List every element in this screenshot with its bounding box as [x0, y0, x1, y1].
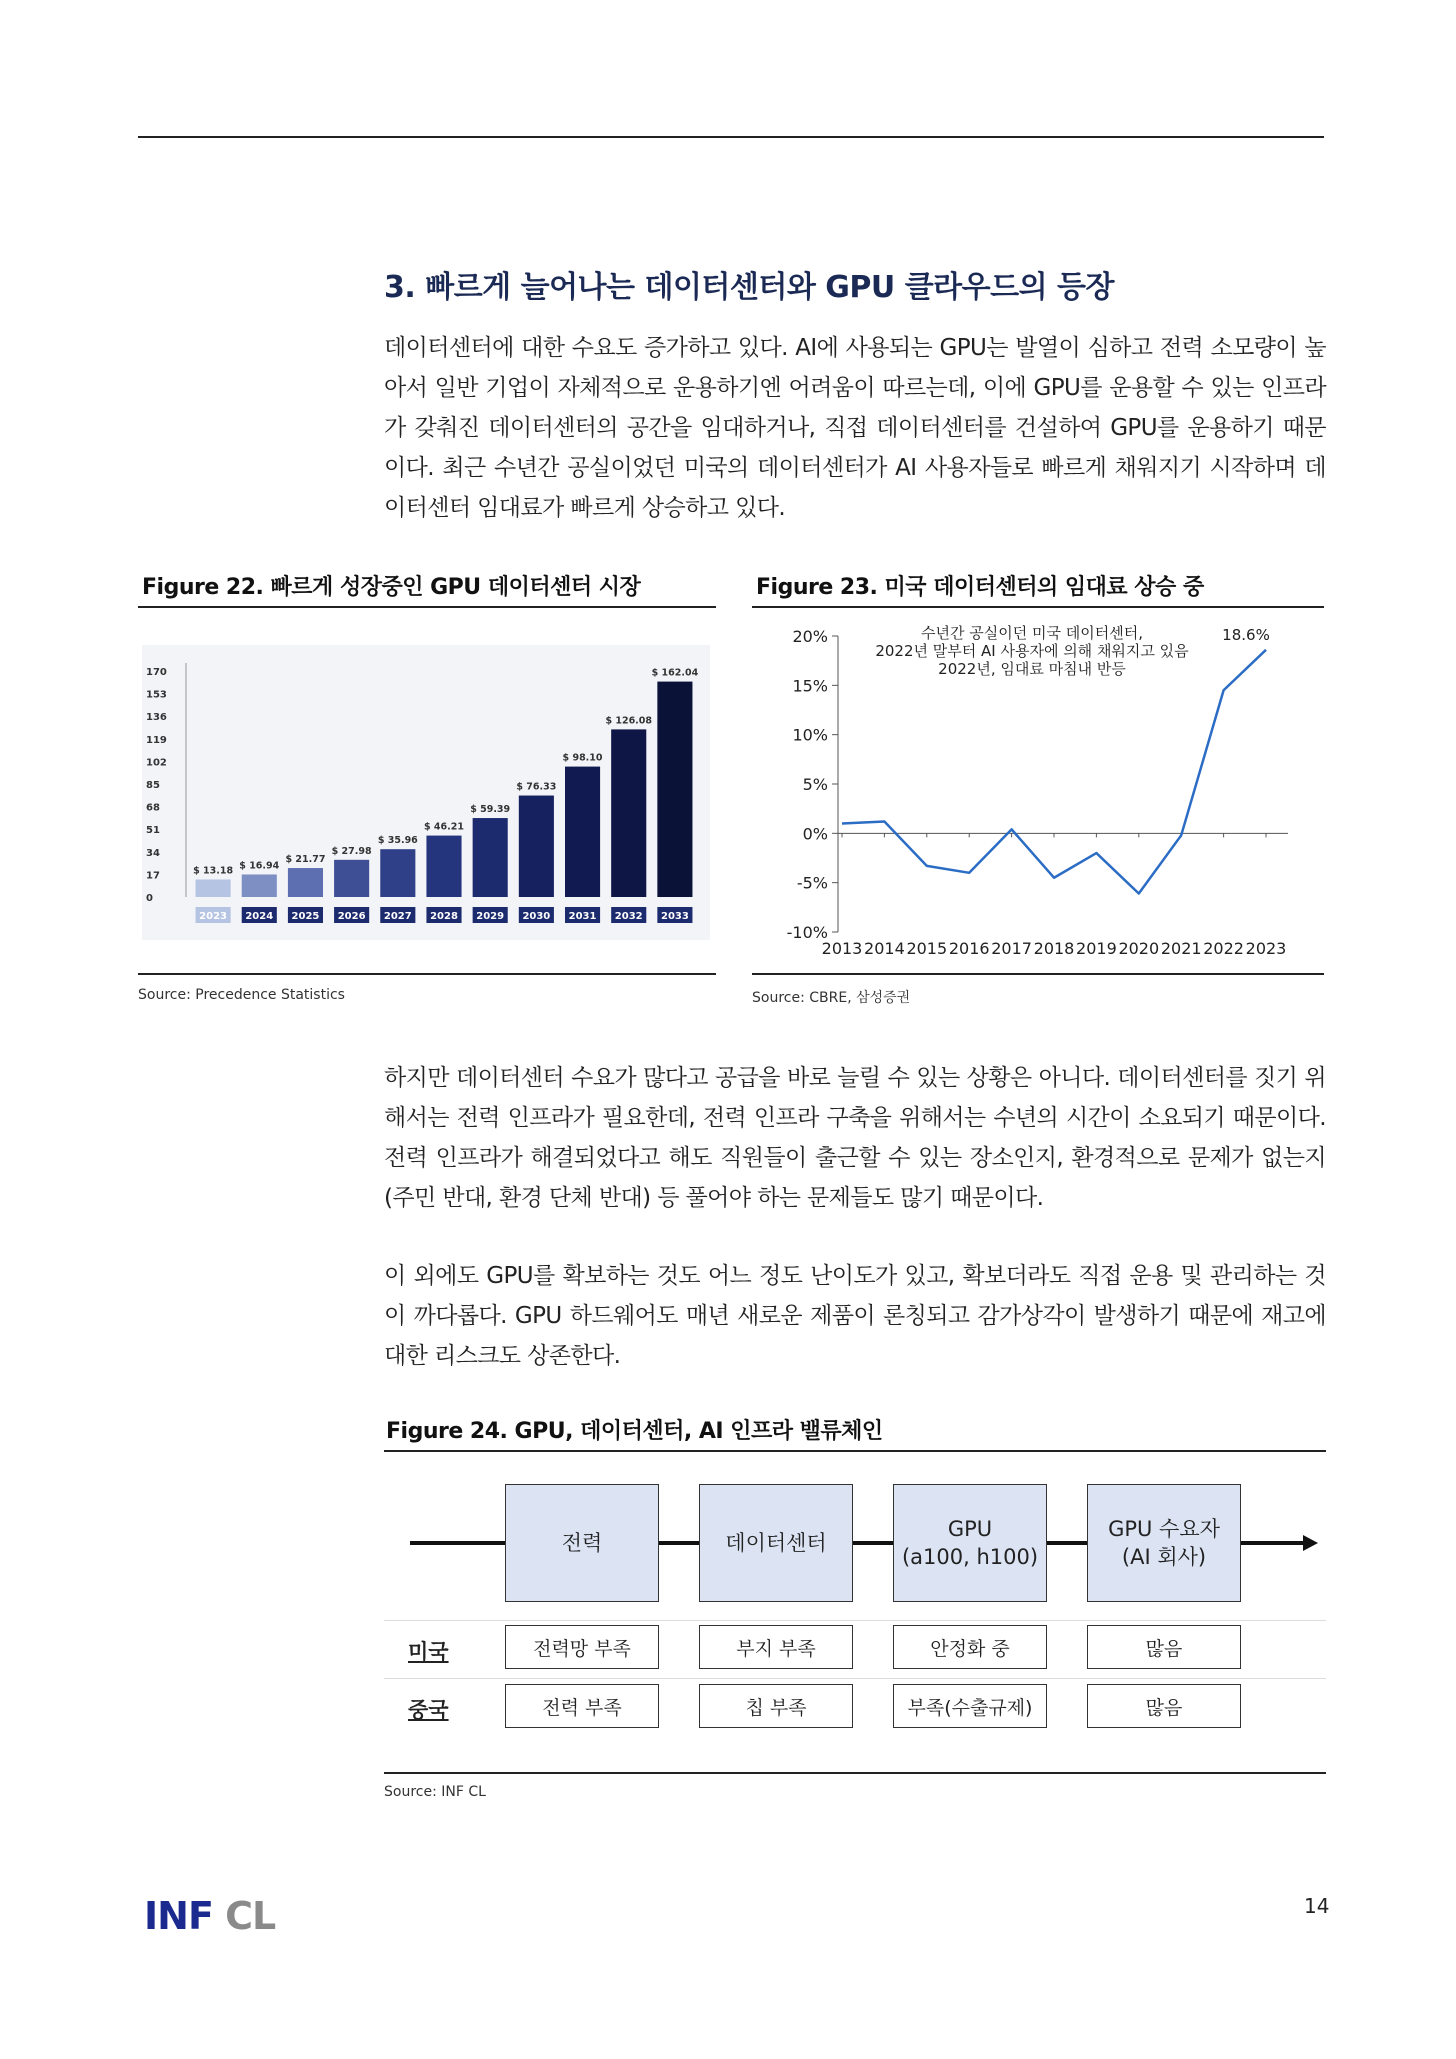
line-xtick-label: 2023 [1245, 939, 1287, 958]
section-title: 3. 빠르게 늘어나는 데이터센터와 GPU 클라우드의 등장 [384, 270, 1115, 305]
line-annotation: 수년간 공실이던 미국 데이터센터, [921, 624, 1143, 642]
line-xtick-label: 2018 [1033, 939, 1075, 958]
bar-ytick-label: 17 [146, 870, 160, 882]
vc-head-datacenter: 데이터센터 [699, 1484, 853, 1602]
bar-ytick-label: 68 [146, 802, 160, 814]
page-number: 14 [1304, 1894, 1330, 1918]
bar-ytick-label: 34 [146, 847, 160, 859]
bar-category-label: 2030 [522, 911, 551, 922]
line-annotation: 2022년 말부터 AI 사용자에 의해 채워지고 있음 [875, 642, 1189, 660]
vc-row-label-us: 미국 [408, 1640, 449, 1664]
line-chart-plot [787, 624, 1288, 958]
bar-value-label: $ 27.98 [331, 845, 372, 857]
bar-category-label: 2026 [337, 911, 366, 922]
paragraph-3: 이 외에도 GPU를 확보하는 것도 어느 정도 난이도가 있고, 확보더라도 직접 운용 및 관리하는 것이 까다롭다. GPU 하드웨어도 매년 새로운 제품이 론칭되고 감가상각이 발생하기 때문에 재고에 대한 리스크도 상존한다. [384, 1263, 1326, 1369]
bar-value-label: $ 162.04 [651, 667, 699, 679]
vc-head-gpu-demand: GPU 수요자 (AI 회사) [1087, 1484, 1241, 1602]
top-rule [138, 136, 1324, 138]
bar [426, 836, 461, 897]
bar-value-label: $ 16.94 [239, 860, 280, 872]
vc-cell-us-power: 전력망 부족 [505, 1625, 659, 1669]
vc-row-divider-1 [384, 1620, 1326, 1621]
bar-category-label: 2027 [383, 911, 412, 922]
vc-cell-us-gpu: 안정화 중 [893, 1625, 1047, 1669]
bar [288, 868, 323, 897]
line-xtick-label: 2013 [821, 939, 863, 958]
figure-23-line-chart [752, 614, 1324, 966]
vc-cell-cn-gpu: 부족(수출규제) [893, 1684, 1047, 1728]
bar [380, 849, 415, 897]
line-last-value-label: 18.6% [1222, 625, 1270, 644]
line-xtick-label: 2022 [1203, 939, 1244, 958]
vc-head-power: 전력 [505, 1484, 659, 1602]
logo-inf: INF [144, 1894, 213, 1938]
bar-value-label: $ 21.77 [285, 854, 326, 866]
line-xtick-label: 2014 [864, 939, 905, 958]
bar-category-label: 2028 [430, 911, 458, 922]
line-xtick-label: 2019 [1076, 939, 1117, 958]
figure-23-bottom-rule [752, 973, 1324, 975]
bar-ytick-label: 85 [146, 780, 160, 791]
vc-cell-cn-power: 전력 부족 [505, 1684, 659, 1728]
bar [473, 818, 508, 897]
bar-category-label: 2029 [476, 911, 505, 922]
vc-head-gpu: GPU (a100, h100) [893, 1484, 1047, 1602]
bar-category-label: 2031 [568, 911, 597, 922]
bar [657, 682, 692, 897]
line-ytick-label: 10% [792, 725, 828, 745]
bar-ytick-label: 136 [146, 712, 167, 724]
figure-23-rule [752, 606, 1324, 608]
vc-row-label-cn: 중국 [408, 1698, 449, 1722]
line-ytick-label: 15% [792, 676, 828, 696]
bar-category-label: 2032 [614, 911, 643, 922]
figure-24-rule [384, 1450, 1326, 1452]
line-ytick-label: -10% [786, 923, 828, 942]
figure-24-bottom-rule [384, 1772, 1326, 1774]
bar-value-label: $ 13.18 [193, 865, 234, 877]
line-ytick-label: -5% [796, 873, 828, 893]
bar-ytick-label: 51 [146, 825, 160, 837]
bar [196, 879, 231, 897]
bar-ytick-label: 102 [146, 757, 167, 769]
vc-cell-us-datacenter: 부지 부족 [699, 1625, 853, 1669]
figure-23-title: Figure 23. 미국 데이터센터의 임대료 상승 중 [756, 575, 1204, 600]
line-annotation: 2022년, 임대료 마침내 반등 [938, 660, 1126, 678]
bar-category-label: 2033 [660, 911, 689, 922]
bar-value-label: $ 126.08 [605, 715, 653, 727]
line-ytick-label: 5% [802, 775, 828, 794]
figure-24-source: Source: INF CL [384, 1784, 486, 1800]
bar-ytick-label: 170 [146, 667, 167, 678]
bar-ytick-label: 153 [146, 689, 167, 701]
figure-22-source: Source: Precedence Statistics [138, 987, 345, 1003]
figure-22-title: Figure 22. 빠르게 성장중인 GPU 데이터센터 시장 [142, 575, 641, 600]
bar-ytick-label: 119 [146, 734, 167, 746]
bar [242, 874, 277, 897]
line-xtick-label: 2020 [1118, 939, 1160, 958]
bar-value-label: $ 35.96 [377, 835, 418, 847]
bar [565, 767, 600, 897]
bar-category-label: 2024 [245, 911, 274, 922]
vc-row-divider-2 [384, 1678, 1326, 1679]
line-xtick-label: 2021 [1160, 939, 1202, 958]
paragraph-2: 하지만 데이터센터 수요가 많다고 공급을 바로 늘릴 수 있는 상황은 아니다. 데이터센터를 짓기 위해서는 전력 인프라가 필요한데, 전력 인프라 구축을 위해서는 수년의 시간이 소요되기 때문이다. 전력 인프라가 해결되었다고 해도 직원들이 출근할 수 있는 장소인지, 환경적으로 문제가 없는지(주민 반대, 환경 단체 반대) 등 풀어야 하는 문제들도 많기 때문이다. [384, 1065, 1326, 1211]
bar-value-label: $ 76.33 [516, 781, 557, 793]
vc-cell-cn-datacenter: 칩 부족 [699, 1684, 853, 1728]
figure-22-rule [138, 606, 716, 608]
bar-category-label: 2023 [199, 911, 228, 922]
bar [519, 796, 554, 897]
line-xtick-label: 2017 [991, 939, 1032, 958]
bar [334, 860, 369, 897]
paragraph-1: 데이터센터에 대한 수요도 증가하고 있다. AI에 사용되는 GPU는 발열이 심하고 전력 소모량이 높아서 일반 기업이 자체적으로 운용하기엔 어려움이 따르는데, 이에 GPU를 운용할 수 있는 인프라가 갖춰진 데이터센터의 공간을 임대하거나, 직접 데이터센터를 건설하여 GPU를 운용하기 때문이다. 최근 수년간 공실이었던 미국의 데이터센터가 AI 사용자들로 빠르게 채워지기 시작하며 데이터센터 임대료가 빠르게 상승하고 있다. [384, 335, 1326, 521]
figure-22-bottom-rule [138, 973, 716, 975]
line-xtick-label: 2016 [948, 939, 990, 958]
bar-value-label: $ 46.21 [424, 821, 464, 833]
inf-cl-logo [144, 1894, 275, 1938]
figure-24-title: Figure 24. GPU, 데이터센터, AI 인프라 밸류체인 [386, 1419, 883, 1444]
bar-ytick-label: 0 [146, 893, 153, 904]
vc-cell-cn-demand: 많음 [1087, 1684, 1241, 1728]
figure-22-bar-chart [142, 645, 710, 940]
bar-value-label: $ 59.39 [470, 804, 511, 816]
logo-cl: CL [225, 1894, 276, 1938]
line-ytick-label: 20% [792, 627, 828, 646]
figure-23-source: Source: CBRE, 삼성증권 [752, 990, 911, 1006]
line-ytick-label: 0% [802, 824, 828, 844]
bar [611, 729, 646, 897]
vc-cell-us-demand: 많음 [1087, 1625, 1241, 1669]
line-series [842, 650, 1266, 894]
line-xtick-label: 2015 [906, 939, 948, 958]
bar-category-label: 2025 [291, 911, 320, 922]
bar-value-label: $ 98.10 [562, 752, 603, 764]
